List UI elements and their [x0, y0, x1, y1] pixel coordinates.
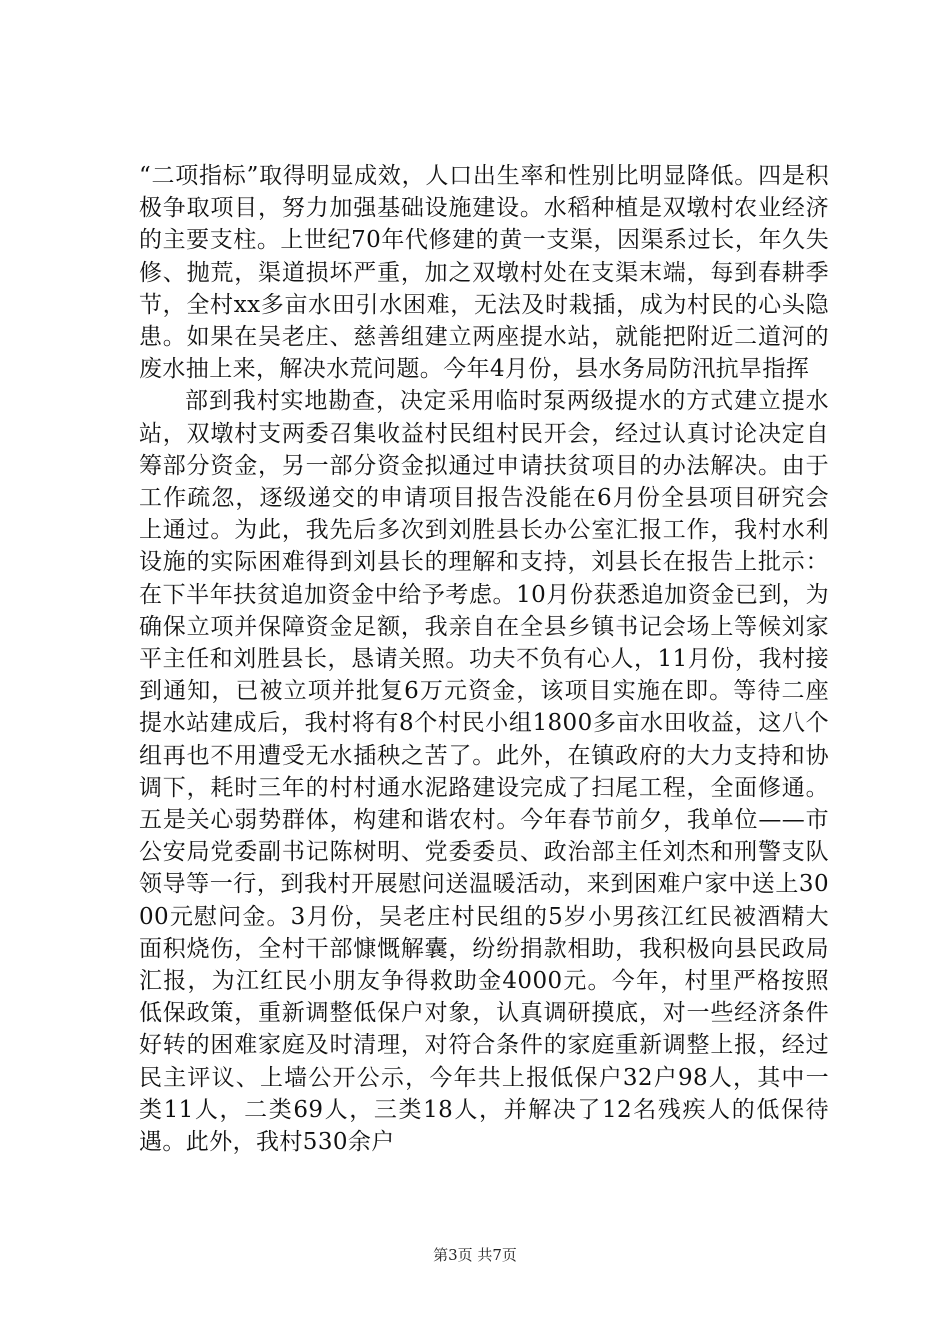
- paragraph-1: “二项指标”取得明显成效，人口出生率和性别比明显降低。四是积极争取项目，努力加强基础设施建设。水稻种植是双墩村农业经济的主要支柱。上世纪70年代修建的黄一支渠，因渠系过长，年久失修、抛荒，渠道损坏严重，加之双墩村处在支渠末端，每到春耕季节，全村xx多亩水田引水困难，无法及时栽插，成为村民的心头隐患。如果在吴老庄、慈善组建立两座提水站，就能把附近二道河的废水抽上来，解决水荒问题。今年4月份，县水务局防汛抗旱指挥: [139, 163, 829, 383]
- paragraph-2: 部到我村实地勘查，决定采用临时泵两级提水的方式建立提水站，双墩村支两委召集收益村民组村民开会，经过认真讨论决定自筹部分资金，另一部分资金拟通过申请扶贫项目的办法解决。由于工作疏忽，逐级递交的申请项目报告没能在6月份全县项目研究会上通过。为此，我先后多次到刘胜县长办公室汇报工作，我村水利设施的实际困难得到刘县长的理解和支持，刘县长在报告上批示：在下半年扶贫追加资金中给予考虑。10月份获悉追加资金已到，为确保立项并保障资金足额，我亲自在全县乡镇书记会场上等候刘家平主任和刘胜县长，恳请关照。功夫不负有心人，11月份，我村接到通知，已被立项并批复6万元资金，该项目实施在即。等待二座提水站建成后，我村将有8个村民小组1800多亩水田收益，这八个组再也不用遭受无水插秧之苦了。此外，在镇政府的大力支持和协调下，耗时三年的村村通水泥路建设完成了扫尾工程，全面修通。五是关心弱势群体，构建和谐农村。今年春节前夕，我单位——市公安局党委副书记陈树明、党委委员、政治部主任刘杰和刑警支队领导等一行，到我村开展慰问送温暖活动，来到困难户家中送上3000元慰问金。3月份，吴老庄村民组的5岁小男孩江红民被酒精大面积烧伤，全村干部慷慨解囊，纷纷捐款相助，我积极向县民政局汇报，为江红民小朋友争得救助金4000元。今年，村里严格按照低保政策，重新调整低保户对象，认真调研摸底，对一些经济条件好转的困难家庭及时清理，对符合条件的家庭重新调整上报，经过民主评议、上墙公开公示，今年共上报低保户32户98人，其中一类11人，二类69人，三类18人，并解决了12名残疾人的低保待遇。此外，我村530余户: [139, 388, 829, 1156]
- page-footer: 第3页 共7页: [433, 1246, 517, 1264]
- document-body: [139, 160, 829, 1158]
